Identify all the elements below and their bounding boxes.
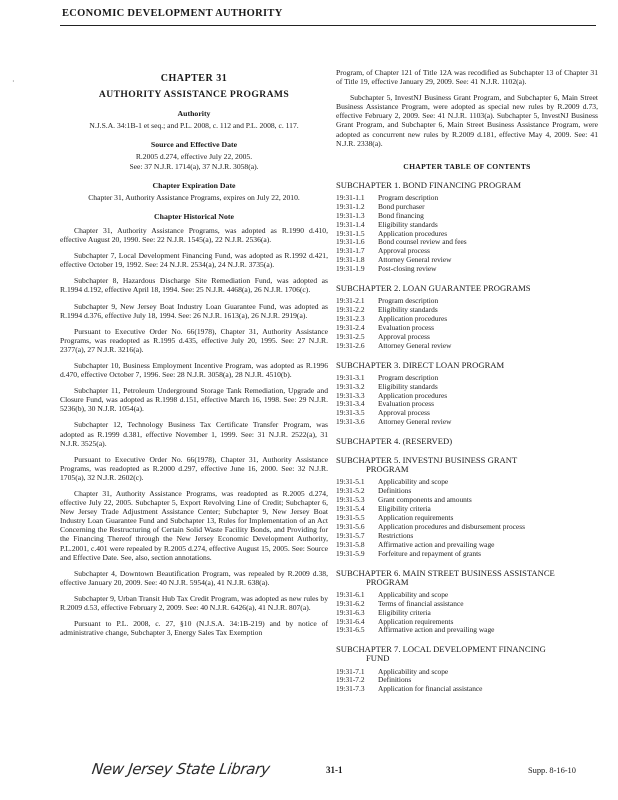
section-title: Forfeiture and repayment of grants [378, 548, 482, 558]
history-paragraph: Pursuant to P.L. 2008, c. 27, §10 (N.J.S.A. 34:1B-219) and by notice of administrative change, Subchapter 3, Energy Sales Tax Exemption [60, 619, 328, 638]
section-number: 19:31-6.1 [336, 589, 365, 599]
history-paragraph: Subchapter 11, Petroleum Underground Storage Tank Remediation, Upgrade and Closure Fund, was adopted as R.1998 d.151, effective March 16, 1998. See: 29 N.J.R. 5236(b), 30 N.J.R. 1054(a). [60, 386, 328, 414]
section-title: Eligibility standards [378, 381, 438, 391]
section-number: 19:31-3.1 [336, 372, 365, 382]
toc-entry [336, 400, 598, 409]
source-line-1: R.2005 d.274, effective July 22, 2005. [135, 152, 253, 162]
subchapter-heading: SUBCHAPTER 5. INVESTNJ BUSINESS GRANT PROGRAM [336, 455, 518, 475]
section-title: Attorney General review [378, 417, 452, 427]
section-title: Evaluation process [378, 399, 435, 409]
section-number: 19:31-2.2 [336, 305, 365, 315]
section-title: Approval process [378, 246, 430, 256]
toc-entry [336, 212, 598, 221]
section-number: 19:31-3.3 [336, 390, 365, 400]
history-paragraph: Pursuant to Executive Order No. 66(1978), Chapter 31, Authority Assistance Programs, was readopted as R.2000 d.297, effective June 16, 2000. See: 32 N.J.R. 1705(a), 32 N.J.R. 2602(c). [60, 454, 328, 482]
history-paragraph: Chapter 31, Authority Assistance Programs, was readopted as R.2005 d.274, effective July 22, 2005. Subchapter 5, Export Revolving Line of Credit; Subchapter 6, New Jersey Trade Adjustment Assistance Center; Subchapter 9, New Jersey Boat Industry Loan Guarantee Fund and Subchapter 13, Rules for Implementation of an Act Concerning the Restructuring of Certain Solid Waste Facility Bonds, and Providing for the Financing Thereof through the New Jersey Economic Development Authority, P.L.2001, c.401 were repealed by R.2005 d.274, effective August 15, 2005. See: Source and Effective Date. See, also, section annotations. [60, 489, 328, 562]
toc-entry [336, 418, 598, 427]
section-number: 19:31-7.3 [336, 684, 365, 694]
section-title: Application procedures [378, 390, 448, 400]
section-number: 19:31-5.6 [336, 521, 365, 531]
section-number: 19:31-1.8 [336, 255, 365, 265]
section-number: 19:31-5.4 [336, 504, 365, 514]
running-head: ECONOMIC DEVELOPMENT AUTHORITY [62, 8, 283, 19]
toc-entry [336, 230, 598, 239]
page-number: 31-1 [326, 765, 343, 775]
authority-heading: Authority [177, 109, 211, 119]
subchapter-heading: SUBCHAPTER 7. LOCAL DEVELOPMENT FINANCING FUND [336, 644, 546, 664]
toc-entry [336, 324, 598, 333]
toc-entry [336, 221, 598, 230]
history-paragraph: Subchapter 10, Business Employment Incentive Program, was adopted as R.1996 d.470, effective October 7, 1996. See: 28 N.J.R. 3058(a), 28 N.J.R. 4510(b). [60, 360, 328, 380]
section-number: 19:31-5.8 [336, 539, 365, 549]
toc-entry [336, 256, 598, 265]
toc-entry [336, 392, 598, 401]
section-title: Eligibility standards [378, 219, 438, 229]
section-number: 19:31-1.6 [336, 237, 365, 247]
section-number: 19:31-5.7 [336, 530, 365, 540]
section-number: 19:31-7.2 [336, 675, 365, 685]
toc-entry [336, 523, 598, 532]
toc-entry [336, 409, 598, 418]
section-title: Attorney General review [378, 255, 452, 265]
section-title: Application for financial assistance [378, 684, 483, 694]
section-title: Application procedures and disbursement process [378, 521, 525, 531]
section-number: 19:31-1.7 [336, 246, 365, 256]
toc-entry [336, 238, 598, 247]
section-title: Eligibility standards [378, 305, 438, 315]
toc-entry [336, 297, 598, 306]
history-paragraph: Chapter 31, Authority Assistance Programs, was adopted as R.1990 d.410, effective August 20, 1990. See: 22 N.J.R. 1545(a), 22 N.J.R. 2536(a). [60, 225, 328, 245]
section-number: 19:31-2.4 [336, 322, 365, 332]
source-heading: Source and Effective Date [150, 140, 238, 150]
history-paragraph: Subchapter 5, InvestNJ Business Grant Program, and Subchapter 6, Main Street Business Assistance Program, were adopted as special new rules by R.2009 d.73, effective February 2, 2009. See: 41 N.J.R. 1103(a). Subchapter 5, InvestNJ Business Grant Program, and Subchapter 6, Main Street Business Assistance Program, were adopted as concurrent new rules by R.2009 d.181, effective May 4, 2009. See: 41 N.J.R. 2338(a). [336, 93, 598, 148]
authority-text: N.J.S.A. 34:1B-1 et seq.; and P.L. 2008, c. 112 and P.L. 2008, c. 117. [89, 121, 299, 131]
subchapter-heading: SUBCHAPTER 3. DIRECT LOAN PROGRAM [336, 359, 505, 370]
section-title: Approval process [378, 408, 430, 418]
section-title: Terms of financial assistance [378, 598, 464, 608]
toc-entry [336, 668, 598, 677]
history-paragraph: Program, of Chapter 121 of Title 12A was recodified as Subchapter 13 of Chapter 31 of Title 19, effective January 29, 2009. See: 41 N.J.R. 1102(a). [336, 68, 598, 87]
section-number: 19:31-1.1 [336, 192, 365, 202]
section-title: Affirmative action and prevailing wage [378, 539, 495, 549]
section-title: Applicability and scope [378, 589, 449, 599]
section-number: 19:31-3.5 [336, 408, 365, 418]
source-line-2: See: 37 N.J.R. 1714(a), 37 N.J.R. 3058(a). [129, 161, 259, 171]
toc-entry [336, 315, 598, 324]
toc-entry [336, 265, 598, 274]
toc-entry [336, 685, 598, 694]
toc-entry [336, 600, 598, 609]
section-number: 19:31-2.3 [336, 314, 365, 323]
section-title: Bond counsel review and fees [378, 237, 467, 247]
section-number: 19:31-2.5 [336, 331, 365, 341]
toc-title: CHAPTER TABLE OF CONTENTS [403, 161, 531, 171]
section-number: 19:31-6.3 [336, 607, 365, 617]
toc-entry [336, 383, 598, 392]
supplement-date: Supp. 8-16-10 [528, 766, 576, 775]
toc-entry [336, 374, 598, 383]
history-notes-continued [336, 68, 598, 148]
toc-entry [336, 591, 598, 600]
section-title: Affirmative action and prevailing wage [378, 625, 495, 635]
library-stamp: New Jersey State Library [90, 760, 271, 778]
toc-entry [336, 247, 598, 256]
section-number: 19:31-2.1 [336, 296, 365, 306]
section-title: Definitions [378, 486, 412, 496]
section-number: 19:31-5.9 [336, 548, 365, 558]
history-paragraph: Subchapter 4, Downtown Beautification Program, was repealed by R.2009 d.38, effective January 20, 2009. See: 40 N.J.R. 5954(a), 41 N.J.R. 638(a). [60, 568, 328, 587]
section-number: 19:31-6.4 [336, 616, 365, 626]
section-number: 19:31-5.2 [336, 486, 365, 496]
history-notes [60, 226, 328, 637]
section-title: Application requirements [378, 513, 454, 523]
history-heading: Chapter Historical Note [154, 211, 234, 221]
subchapter-heading: SUBCHAPTER 6. MAIN STREET BUSINESS ASSISTANCE PROGRAM [336, 567, 555, 587]
section-number: 19:31-1.2 [336, 201, 365, 211]
section-number: 19:31-5.5 [336, 513, 365, 523]
toc-entry [336, 333, 598, 342]
toc-entry [336, 306, 598, 315]
right-column [336, 68, 598, 694]
chapter-number: CHAPTER 31 [160, 73, 228, 84]
section-title: Bond purchaser [378, 201, 425, 211]
section-title: Program description [378, 372, 439, 382]
section-title: Bond financing [378, 210, 424, 220]
section-number: 19:31-3.6 [336, 417, 365, 427]
section-number: 19:31-3.2 [336, 381, 365, 391]
section-title: Program description [378, 192, 439, 202]
section-number: 19:31-5.1 [336, 477, 365, 487]
history-paragraph: Pursuant to Executive Order No. 66(1978), Chapter 31, Authority Assistance Programs, was readopted as R.1995 d.435, effective July 20, 1995. See: 27 N.J.R. 2377(a), 27 N.J.R. 3216(a). [60, 326, 328, 354]
section-title: Eligibility criteria [378, 504, 431, 514]
toc-entry [336, 203, 598, 212]
section-title: Eligibility criteria [378, 607, 431, 617]
history-paragraph: Subchapter 7, Local Development Financing Fund, was adopted as R.1992 d.421, effective October 19, 1992. See: 24 N.J.R. 2534(a), 24 N.J.R. 3735(a). [60, 251, 328, 270]
toc-entry [336, 342, 598, 351]
section-number: 19:31-6.5 [336, 625, 365, 635]
section-number: 19:31-6.2 [336, 598, 365, 608]
section-title: Definitions [378, 675, 412, 685]
toc-entry [336, 505, 598, 514]
expiration-text: Chapter 31, Authority Assistance Programs, expires on July 22, 2010. [88, 192, 300, 202]
section-number: 19:31-7.1 [336, 666, 365, 676]
table-of-contents [336, 181, 598, 694]
section-title: Post-closing review [378, 264, 437, 274]
toc-entry [336, 478, 598, 487]
section-number: 19:31-1.4 [336, 219, 365, 229]
section-number: 19:31-5.3 [336, 495, 365, 505]
section-number: 19:31-2.6 [336, 340, 365, 350]
section-title: Application requirements [378, 616, 454, 626]
margin-mark: · [12, 77, 15, 86]
section-title: Grant components and amounts [378, 495, 472, 505]
toc-entry [336, 496, 598, 505]
history-paragraph: Subchapter 8, Hazardous Discharge Site Remediation Fund, was adopted as R.1994 d.192, effective April 18, 1994. See: 25 N.J.R. 4468(a), 26 N.J.R. 1706(c). [60, 276, 328, 295]
section-number: 19:31-3.4 [336, 399, 365, 409]
history-paragraph: Subchapter 12, Technology Business Tax Certificate Transfer Program, was adopted as R.1999 d.381, effective November 1, 1999. See: 31 N.J.R. 2522(a), 31 N.J.R. 3525(a). [60, 420, 328, 448]
left-column [60, 68, 328, 644]
section-title: Application procedures [378, 228, 448, 238]
subchapter-heading: SUBCHAPTER 4. (RESERVED) [336, 436, 453, 447]
section-title: Applicability and scope [378, 477, 449, 487]
section-title: Approval process [378, 331, 430, 341]
history-paragraph: Subchapter 9, New Jersey Boat Industry Loan Guarantee Fund, was adopted as R.1994 d.376, effective July 18, 1994. See: 26 N.J.R. 1613(a), 26 N.J.R. 2919(a). [60, 301, 328, 320]
subchapter-heading: SUBCHAPTER 1. BOND FINANCING PROGRAM [336, 179, 522, 190]
section-title: Evaluation process [378, 322, 435, 332]
subchapter-heading: SUBCHAPTER 2. LOAN GUARANTEE PROGRAMS [336, 283, 531, 294]
section-title: Application procedures [378, 314, 448, 323]
section-title: Attorney General review [378, 340, 452, 350]
expiration-heading: Chapter Expiration Date [152, 180, 236, 190]
section-title: Applicability and scope [378, 666, 449, 676]
section-number: 19:31-1.5 [336, 228, 365, 238]
section-title: Program description [378, 296, 439, 306]
toc-entry [336, 626, 598, 635]
section-title: Restrictions [378, 530, 414, 540]
section-number: 19:31-1.3 [336, 210, 365, 220]
header-rule [60, 25, 596, 26]
section-number: 19:31-1.9 [336, 264, 365, 274]
toc-entry [336, 194, 598, 203]
chapter-title: AUTHORITY ASSISTANCE PROGRAMS [98, 89, 290, 101]
toc-entry [336, 609, 598, 618]
toc-entry [336, 550, 598, 559]
history-paragraph: Subchapter 9, Urban Transit Hub Tax Credit Program, was adopted as new rules by R.2009 d.53, effective February 2, 2009. See: 40 N.J.R. 6426(a), 41 N.J.R. 807(a). [60, 593, 328, 613]
